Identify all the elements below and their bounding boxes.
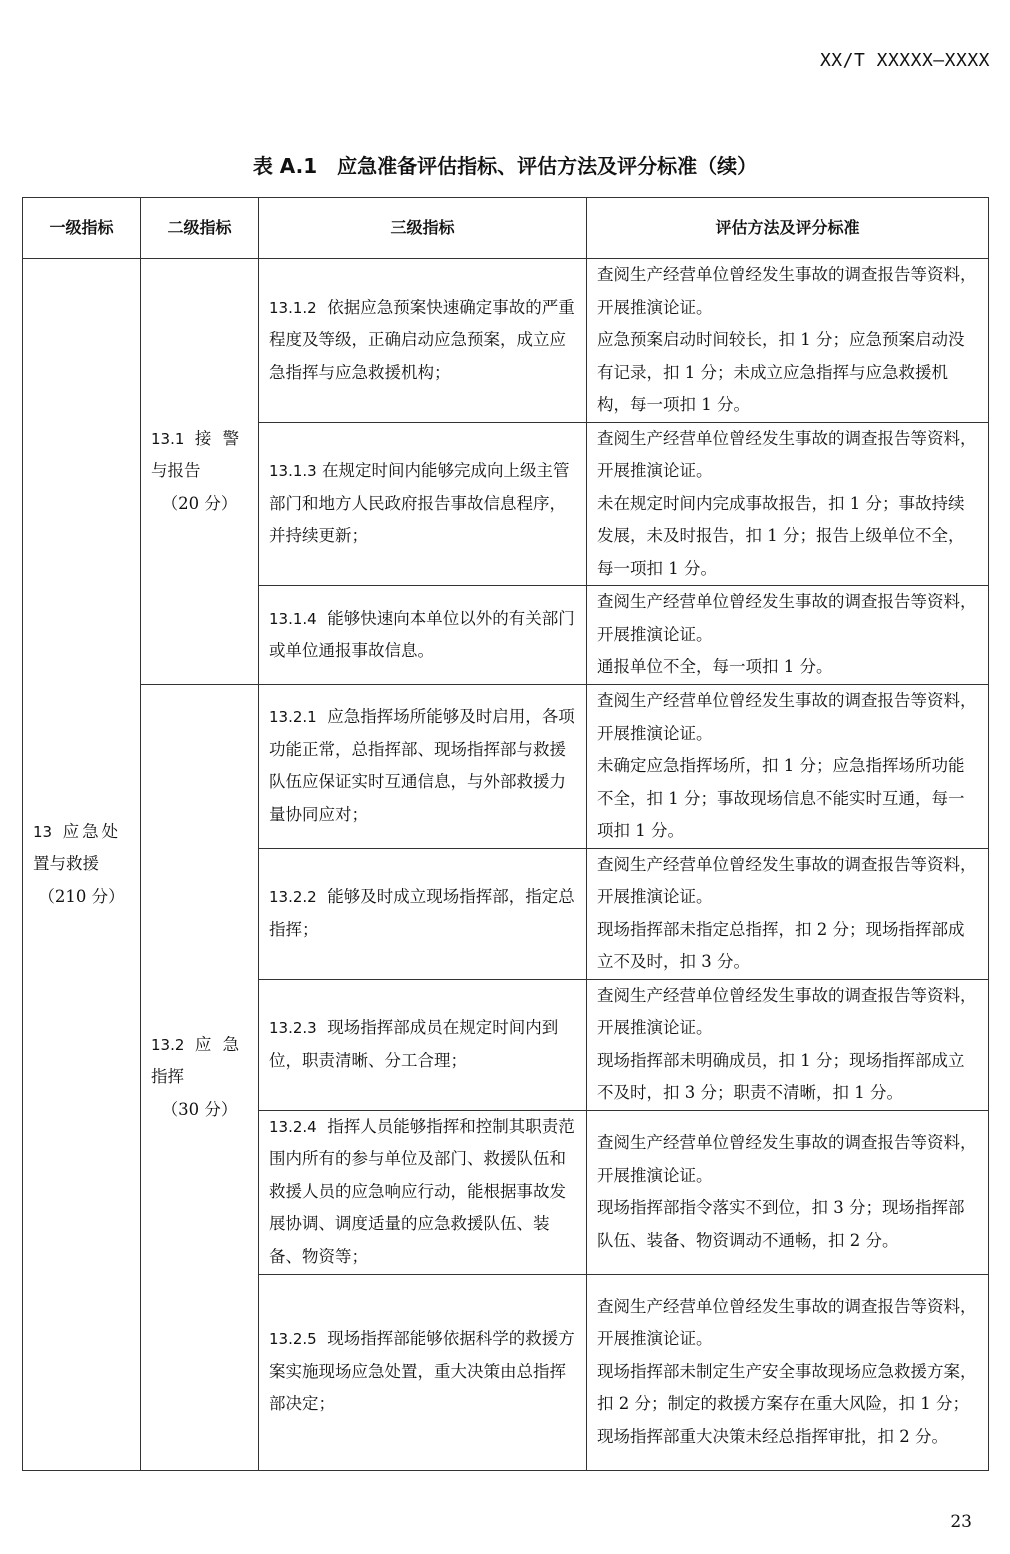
level1-cell — [23, 259, 141, 1471]
method-cell — [587, 586, 989, 685]
table-caption: 表 A.1 应急准备评估指标、评估方法及评分标准（续） — [252, 154, 758, 178]
method-text: 查阅生产经营单位曾经发生事故的调查报告等资料，开展推演论证。 — [597, 265, 977, 317]
page-number: 23 — [950, 1512, 972, 1532]
level2-score: （20 分） — [161, 493, 238, 513]
item-text: 能够及时成立现场指挥部，指定总指挥； — [269, 887, 575, 939]
criteria-text: 应急预案启动时间较长，扣 1 分；应急预案启动没有记录，扣 1 分；未成立应急指挥与应急救援机构，每一项扣 1 分。 — [597, 330, 965, 414]
item-code: 13.1.2 — [269, 298, 317, 317]
method-cell — [587, 259, 989, 423]
level3-cell — [259, 259, 587, 423]
level3-cell — [259, 979, 587, 1110]
criteria-text: 未在规定时间内完成事故报告，扣 1 分；事故持续发展，未及时报告，扣 1 分；报告上级单位不全，每一项扣 1 分。 — [597, 493, 965, 578]
item-code: 13.1.3 — [269, 462, 317, 480]
level3-cell — [259, 1274, 587, 1470]
criteria-text: 通报单位不全，每一项扣 1 分。 — [597, 657, 833, 677]
level1-title: 13 应急处 — [33, 821, 122, 841]
method-cell — [587, 979, 989, 1110]
level3-cell — [259, 848, 587, 979]
criteria-text: 现场指挥部未明确成员，扣 1 分；现场指挥部成立不及时，扣 3 分；职责不清晰，扣 1 分。 — [597, 1050, 965, 1102]
column-header-level2: 二级指标 — [141, 198, 259, 259]
level1-score: （210 分） — [38, 886, 125, 906]
column-header-method: 评估方法及评分标准 — [587, 198, 989, 259]
criteria-text: 现场指挥部未制定生产安全事故现场应急救援方案，扣 2 分；制定的救援方案存在重大风险，扣 1 分；现场指挥部重大决策未经总指挥审批，扣 2 分。 — [597, 1361, 977, 1446]
method-text: 查阅生产经营单位曾经发生事故的调查报告等资料，开展推演论证。 — [597, 854, 977, 906]
method-text: 查阅生产经营单位曾经发生事故的调查报告等资料，开展推演论证。 — [597, 592, 977, 644]
level3-cell — [259, 586, 587, 685]
level3-cell — [259, 685, 587, 849]
item-text: 依据应急预案快速确定事故的严重程度及等级，正确启动应急预案，成立应急指挥与应急救援机构； — [269, 297, 575, 382]
method-cell — [587, 685, 989, 849]
level2-cell — [141, 685, 259, 1471]
item-code: 13.2.2 — [269, 888, 317, 906]
method-text: 查阅生产经营单位曾经发生事故的调查报告等资料，开展推演论证。 — [597, 1296, 977, 1349]
table-header-row — [23, 198, 989, 259]
item-code: 13.1.4 — [269, 609, 317, 628]
evaluation-table — [22, 197, 989, 1471]
level2-cell — [141, 259, 259, 685]
level3-cell — [259, 422, 587, 586]
item-code: 13.2.4 — [269, 1117, 317, 1136]
level2-title-cont: 指挥 — [151, 1067, 184, 1086]
method-cell — [587, 848, 989, 979]
level2-title: 13.1 接 警 — [151, 428, 243, 448]
level1-title-cont: 置与救援 — [33, 854, 99, 873]
level2-score: （30 分） — [161, 1099, 238, 1119]
method-text: 查阅生产经营单位曾经发生事故的调查报告等资料，开展推演论证。 — [597, 1133, 977, 1185]
method-text: 查阅生产经营单位曾经发生事故的调查报告等资料，开展推演论证。 — [597, 691, 977, 743]
item-text: 指挥人员能够指挥和控制其职责范围内所有的参与单位及部门、救援队伍和救援人员的应急响应行动，能根据事故发展协调、调度适量的应急救援队伍、装备、物资等； — [269, 1116, 575, 1266]
column-header-level1: 一级指标 — [23, 198, 141, 259]
criteria-text: 现场指挥部未指定总指挥，扣 2 分；现场指挥部成立不及时，扣 3 分。 — [597, 919, 965, 971]
item-code: 13.2.1 — [269, 708, 317, 727]
item-text: 现场指挥部能够依据科学的救援方案实施现场应急处置，重大决策由总指挥部决定； — [269, 1329, 575, 1414]
item-text: 应急指挥场所能够及时启用，各项功能正常，总指挥部、现场指挥部与救援队伍应保证实时互通信息，与外部救援力量协同应对； — [269, 707, 575, 824]
method-text: 查阅生产经营单位曾经发生事故的调查报告等资料，开展推演论证。 — [597, 428, 977, 480]
item-code: 13.2.3 — [269, 1019, 317, 1037]
table-row — [23, 685, 989, 849]
item-code: 13.2.5 — [269, 1330, 317, 1349]
criteria-text: 现场指挥部指令落实不到位，扣 3 分；现场指挥部队伍、装备、物资调动不通畅，扣 2 分。 — [597, 1198, 965, 1250]
item-text: 现场指挥部成员在规定时间内到位，职责清晰、分工合理； — [269, 1018, 559, 1070]
item-text: 在规定时间内能够完成向上级主管部门和地方人民政府报告事故信息程序，并持续更新； — [269, 461, 570, 545]
method-cell — [587, 422, 989, 586]
item-text: 能够快速向本单位以外的有关部门或单位通报事故信息。 — [269, 608, 575, 660]
criteria-text: 未确定应急指挥场所，扣 1 分；应急指挥场所功能不全，扣 1 分；事故现场信息不能实时互通，每一项扣 1 分。 — [597, 756, 965, 840]
method-cell — [587, 1110, 989, 1274]
level3-cell — [259, 1110, 587, 1274]
method-cell — [587, 1274, 989, 1470]
standard-number: XX/T XXXXX—XXXX — [819, 50, 990, 71]
table-row — [23, 259, 989, 423]
column-header-level3: 三级指标 — [259, 198, 587, 259]
method-text: 查阅生产经营单位曾经发生事故的调查报告等资料，开展推演论证。 — [597, 985, 977, 1037]
level2-title: 13.2 应 急 — [151, 1034, 243, 1054]
level2-title-cont: 与报告 — [151, 461, 201, 481]
